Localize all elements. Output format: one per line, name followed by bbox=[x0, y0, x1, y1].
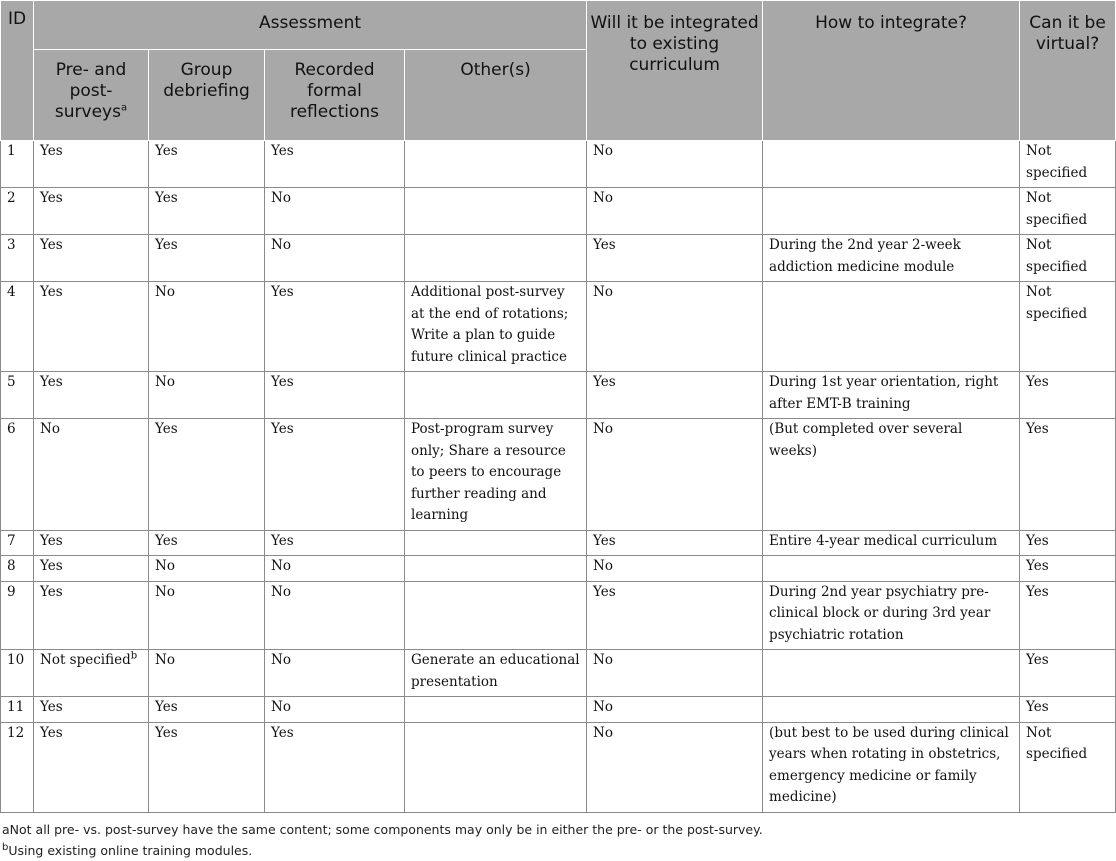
cell-other bbox=[405, 697, 587, 723]
cell-pre-post bbox=[34, 235, 149, 282]
cell-recorded-reflections-text: Yes bbox=[271, 143, 294, 159]
cell-integrated bbox=[587, 722, 763, 812]
cell-other bbox=[405, 419, 587, 531]
cell-recorded-reflections-text: No bbox=[271, 237, 291, 253]
header-pre-post bbox=[34, 50, 149, 141]
cell-id bbox=[1, 282, 34, 372]
table-row bbox=[1, 581, 1116, 650]
cell-id bbox=[1, 722, 34, 812]
cell-virtual bbox=[1020, 141, 1116, 188]
cell-other bbox=[405, 282, 587, 372]
cell-how-to-integrate bbox=[763, 372, 1020, 419]
cell-virtual bbox=[1020, 282, 1116, 372]
cell-integrated-text: No bbox=[593, 652, 613, 668]
cell-recorded-reflections bbox=[265, 697, 405, 723]
header-integrated bbox=[587, 1, 763, 141]
cell-recorded-reflections bbox=[265, 581, 405, 650]
cell-id-text: 10 bbox=[7, 652, 25, 668]
cell-recorded-reflections-text: Yes bbox=[271, 724, 294, 741]
cell-integrated-text: No bbox=[593, 190, 613, 206]
cell-recorded-reflections-text: Yes bbox=[271, 421, 294, 437]
cell-id bbox=[1, 235, 34, 282]
cell-id-text: 5 bbox=[7, 374, 16, 390]
cell-group-debriefing-text: No bbox=[155, 558, 175, 574]
cell-recorded-reflections-text: No bbox=[271, 699, 291, 715]
cell-virtual-text: Yes bbox=[1026, 583, 1049, 600]
cell-id bbox=[1, 372, 34, 419]
header-recorded: Recorded formal reflections bbox=[265, 50, 405, 141]
cell-pre-post-text: Yes bbox=[40, 284, 63, 300]
cell-group-debriefing-text: Yes bbox=[155, 237, 178, 253]
cell-recorded-reflections-text: No bbox=[271, 190, 291, 206]
cell-group-debriefing bbox=[149, 581, 265, 650]
cell-other bbox=[405, 530, 587, 556]
cell-pre-post-text: Yes bbox=[40, 558, 63, 574]
cell-how-to-integrate bbox=[763, 697, 1020, 723]
cell-group-debriefing bbox=[149, 188, 265, 235]
cell-virtual bbox=[1020, 530, 1116, 556]
header-virtual-label: Can it be virtual? bbox=[1029, 13, 1106, 54]
cell-integrated bbox=[587, 530, 763, 556]
table-row bbox=[1, 650, 1116, 697]
cell-id-text: 7 bbox=[7, 532, 16, 549]
header-virtual bbox=[1020, 1, 1116, 141]
cell-id-text: 2 bbox=[7, 190, 16, 206]
table-row bbox=[1, 372, 1116, 419]
cell-group-debriefing-text: No bbox=[155, 652, 175, 668]
cell-pre-post bbox=[34, 650, 149, 697]
table-row bbox=[1, 282, 1116, 372]
cell-virtual-text: Yes bbox=[1026, 421, 1049, 437]
cell-group-debriefing bbox=[149, 556, 265, 582]
cell-how-to-integrate bbox=[763, 419, 1020, 531]
cell-group-debriefing bbox=[149, 141, 265, 188]
cell-other-text: Post-program survey only; Share a resource to peers to encourage further reading and learning bbox=[411, 421, 566, 523]
cell-id-text: 9 bbox=[7, 583, 16, 600]
cell-how-to-integrate bbox=[763, 530, 1020, 556]
cell-id bbox=[1, 530, 34, 556]
footnotes bbox=[2, 819, 1116, 861]
cell-group-debriefing-text: Yes bbox=[155, 190, 178, 206]
cell-pre-post-text: Yes bbox=[40, 583, 63, 600]
cell-integrated bbox=[587, 235, 763, 282]
cell-other bbox=[405, 556, 587, 582]
cell-integrated bbox=[587, 419, 763, 531]
cell-integrated-text: Yes bbox=[593, 532, 616, 549]
cell-recorded-reflections bbox=[265, 235, 405, 282]
table-row bbox=[1, 556, 1116, 582]
footnote-marker: b bbox=[130, 650, 138, 662]
cell-pre-post bbox=[34, 188, 149, 235]
cell-pre-post-text: Yes bbox=[40, 374, 63, 390]
cell-how-to-integrate-text: During 1st year orientation, right after EMT-B training bbox=[769, 374, 999, 412]
cell-recorded-reflections bbox=[265, 650, 405, 697]
cell-virtual bbox=[1020, 722, 1116, 812]
cell-integrated bbox=[587, 188, 763, 235]
cell-group-debriefing-text: Yes bbox=[155, 724, 178, 741]
cell-recorded-reflections-text: No bbox=[271, 652, 291, 668]
cell-group-debriefing bbox=[149, 697, 265, 723]
cell-id-text: 1 bbox=[7, 143, 16, 159]
cell-virtual-text: Not specified bbox=[1026, 143, 1088, 181]
cell-group-debriefing-text: No bbox=[155, 374, 175, 390]
cell-recorded-reflections-text: No bbox=[271, 558, 291, 574]
cell-virtual-text: Yes bbox=[1026, 532, 1049, 549]
footnote-b bbox=[2, 840, 1116, 861]
cell-recorded-reflections bbox=[265, 530, 405, 556]
cell-recorded-reflections bbox=[265, 188, 405, 235]
header-pre-post-sup: a bbox=[120, 102, 128, 114]
cell-integrated-text: Yes bbox=[593, 237, 616, 253]
header-how bbox=[763, 1, 1020, 141]
cell-recorded-reflections bbox=[265, 282, 405, 372]
cell-virtual bbox=[1020, 235, 1116, 282]
cell-virtual-text: Not specified bbox=[1026, 284, 1088, 322]
cell-how-to-integrate-text: During the 2nd year 2-week addiction medicine module bbox=[769, 237, 961, 275]
cell-id-text: 8 bbox=[7, 558, 16, 574]
cell-pre-post-text: Yes bbox=[40, 724, 63, 741]
header-id: ID bbox=[1, 1, 34, 141]
cell-pre-post-text: No bbox=[40, 421, 60, 437]
cell-pre-post bbox=[34, 722, 149, 812]
cell-pre-post-text: Not specified bbox=[40, 652, 131, 668]
cell-virtual-text: Yes bbox=[1026, 558, 1049, 574]
header-integrated-label: Will it be integrated to existing curriculum bbox=[590, 13, 759, 75]
cell-integrated-text: No bbox=[593, 143, 613, 159]
header-other: Other(s) bbox=[405, 50, 587, 141]
cell-id bbox=[1, 419, 34, 531]
table-row bbox=[1, 141, 1116, 188]
cell-recorded-reflections bbox=[265, 419, 405, 531]
cell-group-debriefing-text: No bbox=[155, 583, 175, 600]
cell-how-to-integrate bbox=[763, 722, 1020, 812]
cell-other bbox=[405, 581, 587, 650]
table-row bbox=[1, 188, 1116, 235]
cell-virtual bbox=[1020, 556, 1116, 582]
cell-id bbox=[1, 556, 34, 582]
cell-integrated bbox=[587, 282, 763, 372]
cell-id-text: 12 bbox=[7, 724, 25, 741]
cell-virtual bbox=[1020, 697, 1116, 723]
cell-other bbox=[405, 188, 587, 235]
cell-group-debriefing-text: No bbox=[155, 284, 175, 300]
cell-other bbox=[405, 141, 587, 188]
cell-group-debriefing bbox=[149, 282, 265, 372]
table-body bbox=[1, 141, 1116, 813]
cell-pre-post bbox=[34, 141, 149, 188]
cell-group-debriefing bbox=[149, 530, 265, 556]
header-assessment: Assessment bbox=[34, 1, 587, 50]
header-how-label: How to integrate? bbox=[815, 13, 968, 33]
cell-virtual bbox=[1020, 419, 1116, 531]
cell-pre-post bbox=[34, 372, 149, 419]
cell-id bbox=[1, 581, 34, 650]
cell-id bbox=[1, 141, 34, 188]
cell-group-debriefing-text: Yes bbox=[155, 143, 178, 159]
cell-how-to-integrate-text: Entire 4-year medical curriculum bbox=[769, 532, 998, 549]
cell-integrated-text: Yes bbox=[593, 583, 616, 600]
cell-other bbox=[405, 235, 587, 282]
cell-how-to-integrate bbox=[763, 650, 1020, 697]
cell-pre-post-text: Yes bbox=[40, 237, 63, 253]
cell-other bbox=[405, 722, 587, 812]
cell-recorded-reflections bbox=[265, 141, 405, 188]
cell-virtual-text: Not specified bbox=[1026, 190, 1088, 228]
cell-how-to-integrate bbox=[763, 556, 1020, 582]
cell-how-to-integrate-text: During 2nd year psychiatry pre-clinical block or during 3rd year psychiatric rotation bbox=[769, 583, 991, 643]
table-row bbox=[1, 697, 1116, 723]
table-row bbox=[1, 530, 1116, 556]
footnote-a: aNot all pre- vs. post-survey have the same content; some components may only be in either the pre- or the post-survey. bbox=[2, 821, 763, 837]
cell-how-to-integrate bbox=[763, 188, 1020, 235]
cell-virtual-text: Yes bbox=[1026, 699, 1049, 715]
cell-integrated bbox=[587, 141, 763, 188]
table-row bbox=[1, 722, 1116, 812]
cell-recorded-reflections bbox=[265, 556, 405, 582]
cell-pre-post bbox=[34, 282, 149, 372]
cell-virtual bbox=[1020, 372, 1116, 419]
cell-integrated-text: Yes bbox=[593, 374, 616, 390]
cell-pre-post-text: Yes bbox=[40, 699, 63, 715]
cell-how-to-integrate-text: (But completed over several weeks) bbox=[769, 421, 963, 459]
header-pre-post-label: Pre- and post-surveys bbox=[54, 60, 127, 122]
cell-id bbox=[1, 697, 34, 723]
cell-group-debriefing bbox=[149, 235, 265, 282]
cell-virtual-text: Not specified bbox=[1026, 237, 1088, 275]
footnote-b-text: Using existing online training modules. bbox=[8, 842, 253, 858]
cell-how-to-integrate bbox=[763, 141, 1020, 188]
cell-group-debriefing bbox=[149, 419, 265, 531]
table-row bbox=[1, 419, 1116, 531]
cell-integrated bbox=[587, 697, 763, 723]
cell-recorded-reflections-text: Yes bbox=[271, 284, 294, 300]
cell-pre-post bbox=[34, 697, 149, 723]
cell-id bbox=[1, 188, 34, 235]
cell-integrated-text: No bbox=[593, 558, 613, 574]
cell-pre-post bbox=[34, 581, 149, 650]
cell-group-debriefing-text: Yes bbox=[155, 532, 178, 549]
cell-integrated-text: No bbox=[593, 284, 613, 300]
cell-pre-post bbox=[34, 419, 149, 531]
cell-id-text: 3 bbox=[7, 237, 16, 253]
cell-group-debriefing-text: Yes bbox=[155, 421, 178, 437]
cell-recorded-reflections bbox=[265, 722, 405, 812]
cell-group-debriefing-text: Yes bbox=[155, 699, 178, 715]
table-row bbox=[1, 235, 1116, 282]
cell-pre-post bbox=[34, 530, 149, 556]
footnote-b-mark: b bbox=[2, 841, 9, 853]
table-header bbox=[1, 1, 1116, 141]
cell-recorded-reflections-text: Yes bbox=[271, 532, 294, 549]
cell-group-debriefing bbox=[149, 372, 265, 419]
cell-virtual-text: Yes bbox=[1026, 652, 1049, 668]
cell-pre-post-text: Yes bbox=[40, 532, 63, 549]
cell-group-debriefing bbox=[149, 722, 265, 812]
cell-virtual bbox=[1020, 581, 1116, 650]
cell-integrated bbox=[587, 650, 763, 697]
cell-integrated-text: No bbox=[593, 699, 613, 715]
cell-integrated-text: No bbox=[593, 421, 613, 437]
cell-how-to-integrate bbox=[763, 282, 1020, 372]
cell-pre-post-text: Yes bbox=[40, 143, 63, 159]
cell-recorded-reflections-text: Yes bbox=[271, 374, 294, 390]
cell-id bbox=[1, 650, 34, 697]
cell-virtual bbox=[1020, 650, 1116, 697]
cell-integrated bbox=[587, 372, 763, 419]
cell-id-text: 11 bbox=[7, 699, 25, 715]
cell-other bbox=[405, 372, 587, 419]
cell-how-to-integrate-text: (but best to be used during clinical years when rotating in obstetrics, emergency medicine or family medicine) bbox=[769, 724, 1009, 805]
cell-how-to-integrate bbox=[763, 235, 1020, 282]
cell-virtual bbox=[1020, 188, 1116, 235]
cell-integrated-text: No bbox=[593, 724, 613, 741]
cell-integrated bbox=[587, 556, 763, 582]
cell-virtual-text: Yes bbox=[1026, 374, 1049, 390]
cell-other-text: Generate an educational presentation bbox=[411, 652, 580, 690]
cell-other-text: Additional post-survey at the end of rotations; Write a plan to guide future clinical practice bbox=[411, 284, 569, 365]
cell-recorded-reflections bbox=[265, 372, 405, 419]
cell-pre-post bbox=[34, 556, 149, 582]
cell-integrated bbox=[587, 581, 763, 650]
cell-virtual-text: Not specified bbox=[1026, 724, 1088, 762]
cell-id-text: 6 bbox=[7, 421, 16, 437]
cell-pre-post-text: Yes bbox=[40, 190, 63, 206]
cell-id-text: 4 bbox=[7, 284, 16, 300]
cell-how-to-integrate bbox=[763, 581, 1020, 650]
cell-group-debriefing bbox=[149, 650, 265, 697]
header-group: Group debriefing bbox=[149, 50, 265, 141]
cell-other bbox=[405, 650, 587, 697]
cell-recorded-reflections-text: No bbox=[271, 583, 291, 600]
